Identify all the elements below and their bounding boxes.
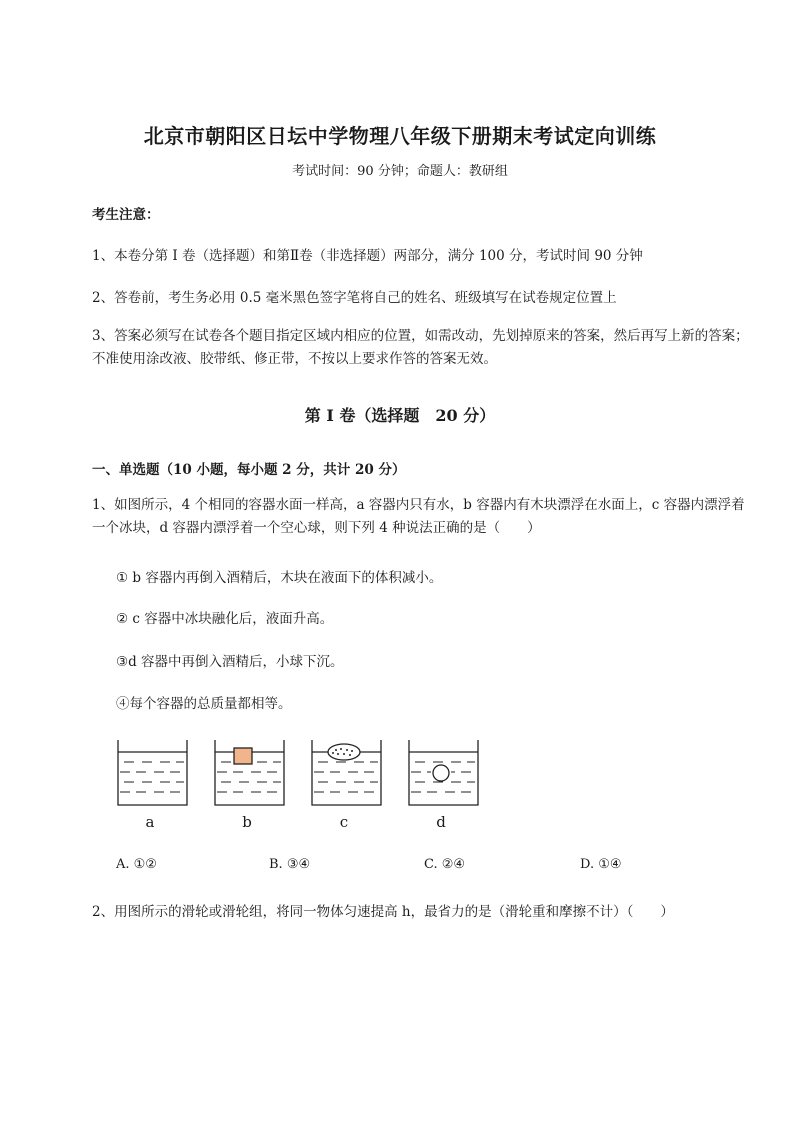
notice-item-3: 3、答案必须写在试卷各个题目指定区域内相应的位置，如需改动，先划掉原来的答案，然后再写上新的答案；不准使用涂改液、胶带纸、修正带，不按以上要求作答的答案无效。 [92,328,749,367]
figure-label-c: c [339,813,349,831]
statement-2: ② c 容器中冰块融化后，液面升高。 [116,611,334,627]
ice-block [328,744,360,760]
choice-a[interactable]: A. ①② [116,857,157,872]
containers-figure [110,730,500,835]
hollow-ball [433,765,449,781]
notice-item-2: 2、答卷前，考生务必用 0.5 毫米黑色签字笔将自己的姓名、班级填写在试卷规定位置上 [92,290,617,306]
part-heading: 一、单选题（10 小题，每小题 2 分，共计 20 分） [92,462,406,478]
container-d [409,740,478,805]
notice-item-1: 1、本卷分第 I 卷（选择题）和第Ⅱ卷（非选择题）两部分，满分 100 分，考试时间 90 分钟 [92,248,643,264]
figure-label-d: d [436,813,446,831]
section-title: 第 I 卷（选择题 20 分） [304,406,496,425]
statement-1: ① b 容器内再倒入酒精后，木块在液面下的体积减小。 [116,570,443,586]
choice-c[interactable]: C. ②④ [424,857,466,872]
exam-subtitle: 考试时间：90 分钟；命题人：教研组 [292,164,508,179]
question-2-stem: 2、用图所示的滑轮或滑轮组，将同一物体匀速提高 h，最省力的是（滑轮重和摩擦不计）（ ） [92,904,674,920]
figure-label-a: a [145,813,155,831]
choice-b[interactable]: B. ③④ [269,857,311,872]
statement-4: ④每个容器的总质量都相等。 [116,696,292,712]
container-b [215,740,284,805]
figure-label-b: b [242,813,252,831]
container-c [312,740,381,805]
question-1-stem: 1、如图所示，4 个相同的容器水面一样高，a 容器内只有水，b 容器内有木块漂浮在水面上，c 容器内漂浮着一个冰块，d 容器内漂浮着一个空心球，则下列 4 种说法正确的是（ ） [92,497,745,536]
page-title: 北京市朝阳区日坛中学物理八年级下册期末考试定向训练 [143,124,657,148]
choice-d[interactable]: D. ①④ [580,857,622,872]
statement-3: ③d 容器中再倒入酒精后，小球下沉。 [116,654,344,670]
wood-block [234,748,252,764]
container-a [118,740,187,805]
notice-heading: 考生注意： [92,207,160,223]
